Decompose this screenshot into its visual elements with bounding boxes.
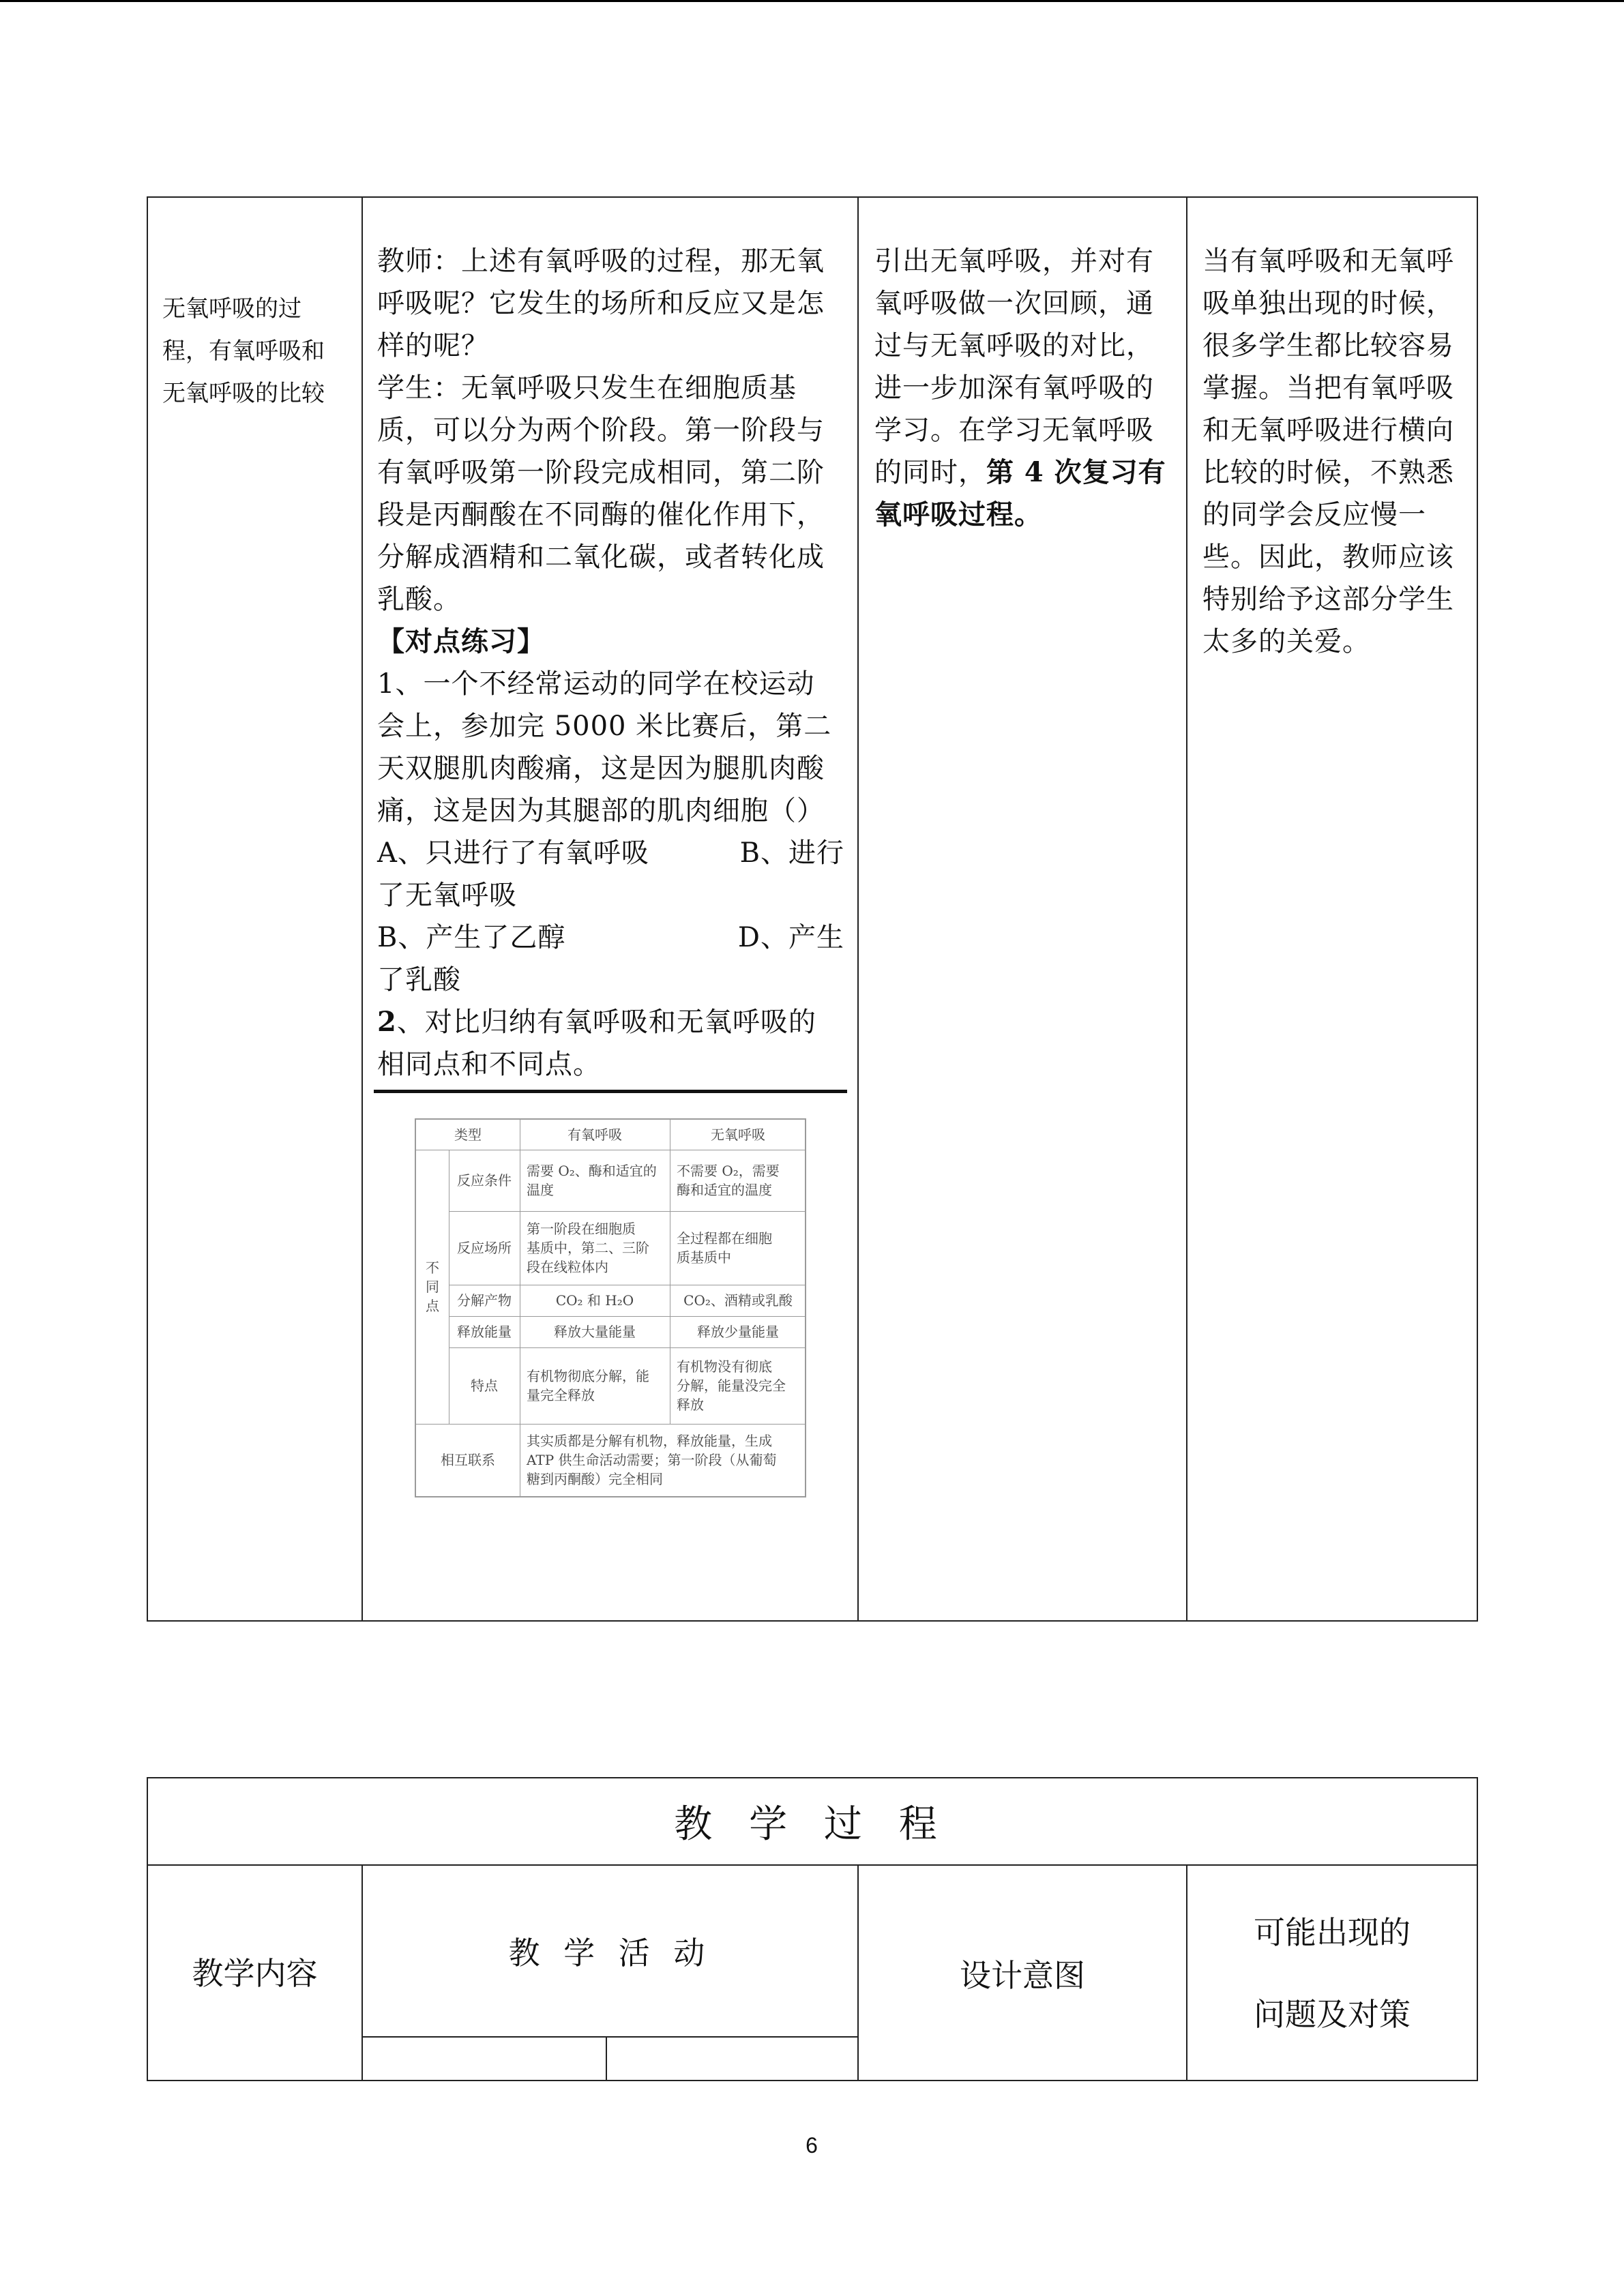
cmp-cell-line: 需要 O₂、酶和适宜的 — [527, 1163, 657, 1179]
col-divider-3 — [1186, 196, 1187, 1622]
cmp-cell-line: ATP 供生命活动需要；第一阶段（从葡萄 — [527, 1452, 777, 1468]
option-c: B、产生了乙醇 — [377, 922, 566, 953]
problems-line: 当有氧呼吸和无氧呼 — [1202, 245, 1454, 277]
activity-cell — [377, 240, 844, 1086]
cmp-cell-line: 释放 — [677, 1397, 704, 1413]
question2-number: 2 — [377, 1006, 397, 1038]
cmp-cell — [520, 1347, 670, 1424]
design-line: 进一步加深有氧呼吸的 — [874, 372, 1154, 404]
question2-text: 、对比归纳有氧呼吸和无氧呼吸的 — [396, 1007, 816, 1038]
question2-line — [377, 1001, 844, 1043]
problems-line: 和无氧呼吸进行横向 — [1202, 415, 1454, 446]
cmp-group-char: 同 — [426, 1279, 439, 1295]
page-number: 6 — [806, 2133, 818, 2158]
teacher-line: 呼吸呢？它发生的场所和反应又是怎 — [377, 288, 825, 319]
design-line: 过与无氧呼吸的对比， — [874, 330, 1154, 361]
col-header-problems-line: 可能出现的 — [1254, 1914, 1411, 1951]
cmp-row-label: 反应条件 — [457, 1172, 512, 1189]
cmp-cell — [670, 1211, 806, 1285]
cmp-group-char: 点 — [426, 1298, 439, 1314]
problems-line: 很多学生都比较容易 — [1202, 330, 1454, 361]
cmp-cell-line: 段在线粒体内 — [527, 1259, 608, 1275]
cmp-cell-line: 第一阶段在细胞质 — [527, 1221, 636, 1237]
design-line: 氧呼吸做一次回顾，通 — [874, 288, 1154, 319]
cmp-cell — [520, 1211, 670, 1285]
cmp-cell — [520, 1150, 670, 1211]
teacher-line: 教师：上述有氧呼吸的过程，那无氧 — [377, 245, 825, 277]
cmp-cell-line: 分解，能量没完全 — [677, 1377, 786, 1394]
col-header-content: 教学内容 — [192, 1955, 318, 1992]
exercise-heading: 【对点练习】 — [377, 625, 545, 657]
cmp-header-anaerobic: 无氧呼吸 — [711, 1127, 765, 1143]
problems-line: 的同学会反应慢一 — [1202, 499, 1426, 531]
problems-line: 吸单独出现的时候， — [1202, 288, 1454, 319]
topic-cell — [162, 288, 353, 415]
question2-line: 相同点和不同点。 — [377, 1049, 601, 1080]
option-b-head: B、进行 — [739, 837, 844, 869]
cmp-group-char: 不 — [426, 1259, 439, 1276]
answer-underline — [374, 1090, 847, 1093]
student-line: 有氧呼吸第一阶段完成相同，第二阶 — [377, 457, 825, 488]
question1-line: 1、一个不经常运动的同学在校运动 — [377, 668, 815, 700]
cmp-cell: 释放大量能量 — [554, 1324, 636, 1340]
option-a: A、只进行了有氧呼吸 — [377, 837, 649, 869]
cmp-row-label: 特点 — [471, 1377, 498, 1394]
cmp-cell-line: 酶和适宜的温度 — [677, 1182, 772, 1198]
option-b-tail: 了无氧呼吸 — [377, 880, 517, 911]
cmp-group-label — [416, 1150, 449, 1424]
topic-line: 程，有氧呼吸和 — [162, 338, 325, 365]
cmp-relation-cell — [520, 1424, 806, 1496]
option-d-tail: 了乳酸 — [377, 964, 461, 996]
problems-line: 太多的关爱。 — [1202, 626, 1370, 657]
col-header-design: 设计意图 — [960, 1957, 1085, 1994]
cmp-cell-line: 质基质中 — [677, 1249, 731, 1266]
topic-line: 无氧呼吸的比较 — [162, 380, 325, 407]
design-line-plain: 的同时， — [874, 457, 986, 488]
cmp-cell: CO₂、酒精或乳酸 — [683, 1292, 793, 1309]
activity-subcol-divider — [606, 2036, 607, 2081]
options-row-1 — [377, 832, 844, 874]
problems-cell — [1202, 240, 1472, 663]
teacher-line: 样的呢？ — [377, 330, 489, 361]
cmp-cell-line: 全过程都在细胞 — [677, 1230, 772, 1247]
comparison-table-image — [415, 1118, 806, 1497]
design-cell — [874, 240, 1175, 536]
activity-subdivider — [361, 2036, 857, 2038]
student-line: 质，可以分为两个阶段。第一阶段与 — [377, 415, 825, 446]
cmp-cell-line: 有机物彻底分解，能 — [527, 1368, 649, 1384]
cmp-cell-line: 不需要 O₂，需要 — [677, 1163, 780, 1179]
student-line: 乳酸。 — [377, 584, 461, 615]
cmp-cell-line: 温度 — [527, 1182, 554, 1198]
col-divider-1 — [361, 196, 363, 1622]
col-header-problems — [1187, 1866, 1477, 2081]
col-header-problems-line: 问题及对策 — [1254, 1996, 1411, 2033]
design-line-bold: 第 4 次复习有 — [986, 456, 1166, 488]
cmp-cell — [670, 1347, 806, 1424]
cmp-cell-line: 有机物没有彻底 — [677, 1358, 772, 1375]
question1-line: 痛，这是因为其腿部的肌肉细胞（） — [377, 795, 825, 826]
cmp-relation-label: 相互联系 — [441, 1452, 495, 1468]
cmp-header-type: 类型 — [454, 1127, 482, 1143]
cmp-cell-line: 基质中，第二、三阶 — [527, 1240, 649, 1256]
cmp-cell-line: 其实质都是分解有机物，释放能量，生成 — [527, 1433, 772, 1449]
cmp-header-aerobic: 有氧呼吸 — [567, 1127, 622, 1143]
cmp-row-label: 释放能量 — [457, 1324, 512, 1340]
cmp-cell-line: 量完全释放 — [527, 1387, 595, 1403]
col-header-activity: 教 学 活 动 — [508, 1935, 712, 1971]
question1-line: 天双腿肌肉酸痛，这是因为腿肌肉酸 — [377, 753, 825, 784]
col-divider-2 — [857, 196, 859, 1622]
cmp-cell-line: 糖到丙酮酸）完全相同 — [527, 1471, 663, 1487]
student-line: 学生：无氧呼吸只发生在细胞质基 — [377, 372, 797, 404]
student-line: 段是丙酮酸在不同酶的催化作用下， — [377, 499, 825, 531]
design-line: 引出无氧呼吸，并对有 — [874, 245, 1154, 277]
topic-line: 无氧呼吸的过 — [162, 295, 301, 323]
cmp-row-label: 反应场所 — [457, 1240, 512, 1256]
process-title: 教 学 过 程 — [674, 1802, 949, 1847]
cmp-cell — [670, 1150, 806, 1211]
problems-line: 掌握。当把有氧呼吸 — [1202, 372, 1454, 404]
problems-line: 特别给予这部分学生 — [1202, 584, 1454, 615]
design-line: 学习。在学习无氧呼吸 — [874, 415, 1154, 446]
cmp-cell: 释放少量能量 — [697, 1324, 779, 1340]
design-line-bold: 氧呼吸过程。 — [874, 498, 1042, 531]
option-d-head: D、产生 — [737, 922, 844, 953]
cmp-cell: CO₂ 和 H₂O — [555, 1292, 634, 1309]
design-line — [874, 451, 1175, 494]
problems-line: 些。因此，教师应该 — [1202, 541, 1454, 573]
question1-line: 会上，参加完 5000 米比赛后，第二 — [377, 711, 832, 742]
student-line: 分解成酒精和二氧化碳，或者转化成 — [377, 541, 825, 573]
options-row-2 — [377, 916, 844, 959]
page-top-edge — [0, 0, 1624, 2]
problems-line: 比较的时候，不熟悉 — [1202, 457, 1454, 488]
cmp-row-label: 分解产物 — [457, 1292, 512, 1309]
